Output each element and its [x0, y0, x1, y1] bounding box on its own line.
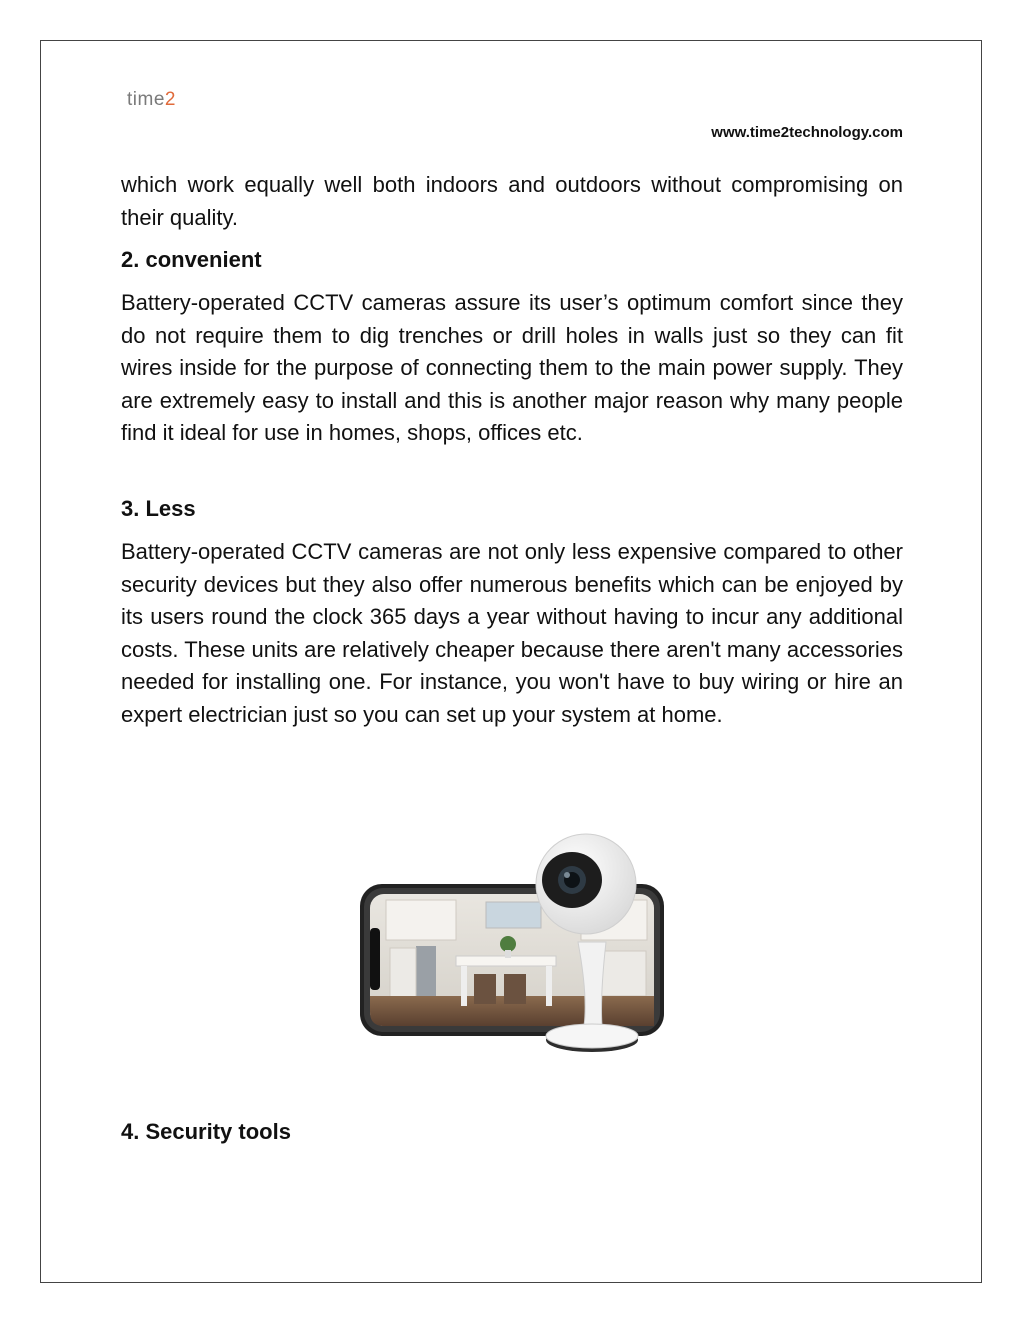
section-convenient-body: [121, 287, 903, 450]
company-logo: [127, 88, 176, 110]
website-url[interactable]: www.time2technology.com: [711, 124, 903, 141]
section-heading: 3. Less: [121, 496, 196, 521]
camera-and-phone-illustration: [356, 826, 668, 1062]
logo-text-time: time: [127, 88, 165, 110]
intro-block: [121, 169, 903, 234]
section-less-body: [121, 536, 903, 732]
section-paragraph: Battery-operated CCTV cameras are not only less expensive compared to other security devices but they also offer numerous benefits which can be enjoyed by its users round the clock 365 days a year without having to incur any additional costs. These units are relatively cheaper because there aren't many accessories needed for installing one. For instance, you won't have to buy wiring or hire an expert electrician just so you can set up your system at home.: [121, 539, 903, 727]
section-paragraph: Battery-operated CCTV cameras assure its user’s optimum comfort since they do not require them to dig trenches or drill holes in walls just so they can fit wires inside for the purpose of connecting them to the main power supply. They are extremely easy to install and this is another major reason why many people find it ideal for use in homes, shops, offices etc.: [121, 290, 903, 446]
logo-text-two: 2: [164, 88, 176, 110]
section-security-tools: [121, 1117, 903, 1147]
section-heading: 2. convenient: [121, 247, 262, 272]
camera-phone-icon: [356, 826, 668, 1062]
intro-paragraph: which work equally well both indoors and outdoors without compromising on their quality.: [121, 172, 903, 230]
section-heading: 4. Security tools: [121, 1119, 291, 1144]
section-less: [121, 494, 903, 524]
section-convenient: [121, 245, 903, 275]
